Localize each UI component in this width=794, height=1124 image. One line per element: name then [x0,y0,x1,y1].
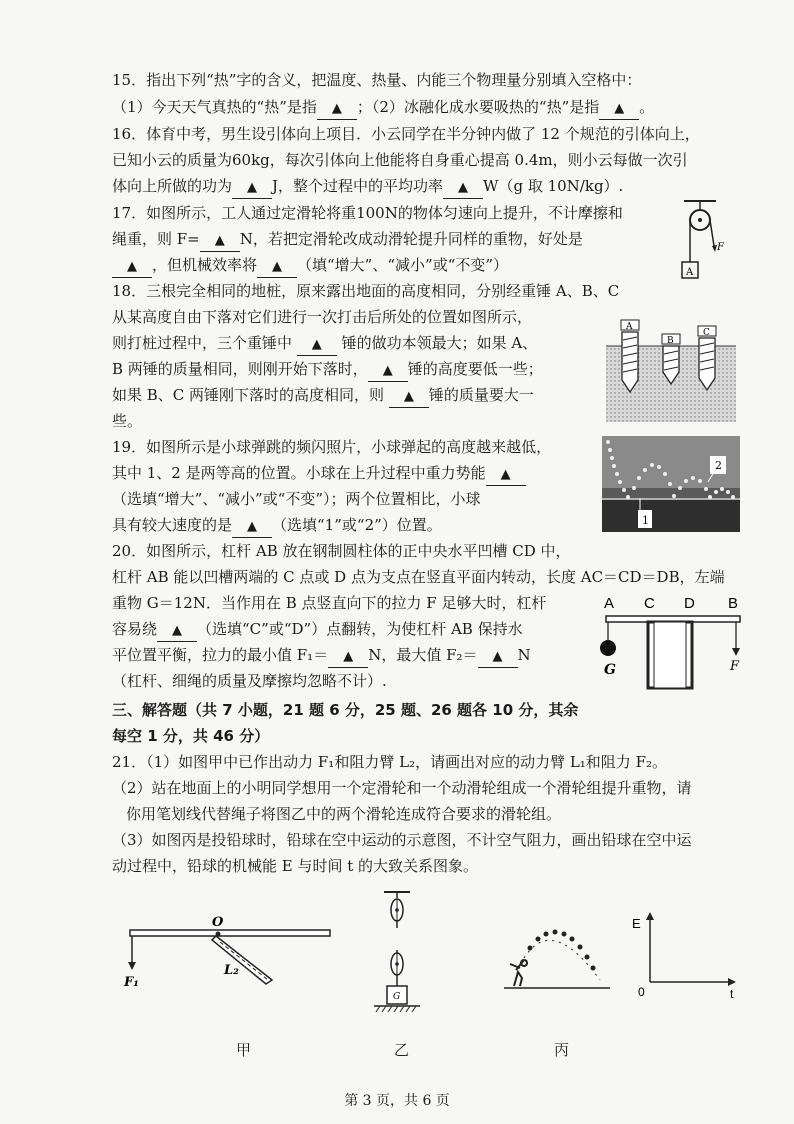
position-1-label: 1 [642,514,649,527]
q19-line3: （选填“增大”、“减小”或“不变”）；两个位置相比，小球 [112,490,481,508]
q19-line4: 具有较大速度的是 ▲ （选填“1”或“2”）位置。 [112,515,442,538]
q18-line2: 从某高度自由下落对它们进行一次打击后所处的位置如图所示， [112,308,533,326]
pivot-o-label: O [212,915,224,930]
graph-origin-label: 0 [638,985,645,999]
point-d-label: D [684,595,695,612]
q15-line1: 15．指出下列“热”字的含义，把温度、热量、内能三个物理量分别填入空格中： [112,71,642,89]
q21-line3: 你用笔划线代替绳子将图乙中的两个滑轮连成符合要求的滑轮组。 [126,805,562,823]
q18-line6: 些。 [112,412,143,430]
weight-g-label: G [393,992,401,1002]
answer-blank[interactable]: ▲ [389,385,429,408]
force-f1-label: F₁ [124,975,139,990]
lever-cylinder-figure [598,590,748,692]
q17-line1: 17．如图所示，工人通过定滑轮将重100N的物体匀速向上提升，不计摩擦和 [112,204,623,222]
q21-line2: （2）站在地面上的小明同学想用一个定滑轮和一个动滑轮组成一个滑轮组提升重物，请 [112,779,692,797]
q17-line2: 绳重，则 F= ▲ N，若把定滑轮改成动滑轮提升同样的重物，好处是 [112,229,583,252]
answer-blank[interactable]: ▲ [200,229,240,252]
q16-line3: 体向上所做的功为 ▲ J，整个过程中的平均功率 ▲ W（g 取 10N/kg）. [112,176,623,199]
graph-t-label: t [730,987,734,1001]
figure-bing-shotput [500,920,620,1000]
bouncing-ball-photo [602,436,740,532]
answer-blank[interactable]: ▲ [112,255,152,278]
q18-line1: 18．三根完全相同的地桩，原来露出地面的高度相同，分别经重锤 A、B、C [112,282,620,300]
answer-blank[interactable]: ▲ [478,645,518,668]
force-f-label: F [717,242,724,253]
q20-line1: 20．如图所示，杠杆 AB 放在钢制圆柱体的正中央水平凹槽 CD 中， [112,542,571,560]
answer-blank[interactable]: ▲ [232,515,272,538]
q20-line4: 容易绕 ▲ （选填“C”或“D”）点翻转，为使杠杆 AB 保持水 [112,619,523,642]
figure-jia-lever [120,912,340,992]
q16-line1: 16．体育中考，男生设引体向上项目．小云同学在半分钟内做了 12 个规范的引体向上， [112,125,700,143]
fixed-pulley-figure [676,198,736,284]
section-3-heading-line1: 三、解答题（共 7 小题，21 题 6 分，25 题、26 题各 10 分，其余 [112,701,579,719]
q18-line3: 则打桩过程中，三个重锤中 ▲ 锤的做功本领最大；如果 A、 [112,333,537,356]
answer-blank[interactable]: ▲ [232,176,272,199]
block-a-label: A [686,267,694,278]
q20-line6: （杠杆、细绳的质量及摩擦均忽略不计）. [112,672,387,690]
answer-blank[interactable]: ▲ [297,333,337,356]
q16-line2: 已知小云的质量为60kg，每次引体向上他能将自身重心提高 0.4m，则小云每做一次引 [112,151,688,169]
energy-time-graph [630,910,740,1002]
q19-line2: 其中 1、2 是两等高的位置。小球在上升过程中重力势能 ▲ [112,463,526,486]
force-f-label: F [730,659,740,674]
arm-l2-label: L₂ [224,963,239,978]
q21-line1: 21．（1）如图甲中已作出动力 F₁和阻力臂 L₂，请画出对应的动力臂 L₁和阻力 F₂。 [112,753,667,771]
q17-line3: ▲ ，但机械效率将 ▲ （填“增大”、“减小”或“不变”） [112,255,508,278]
figure-yi-pulleys [372,890,422,1022]
q20-line2: 杠杆 AB 能以凹槽两端的 C 点或 D 点为支点在竖直平面内转动，长度 AC＝CD＝DB，左端 [112,568,725,586]
answer-blank[interactable]: ▲ [317,97,357,120]
q18-line5: 如果 B、C 两锤刚下落时的高度相同，则 ▲ 锤的质量要大一 [112,385,534,408]
q15-line2: （1）今天天气真热的“热”是指 ▲ ；（2）冰融化成水要吸热的“热”是指 ▲ 。 [112,97,654,120]
answer-blank[interactable]: ▲ [599,97,639,120]
answer-blank[interactable]: ▲ [368,359,408,382]
caption-bing: 丙 [554,1041,570,1059]
graph-e-label: E [632,916,641,931]
q20-line3: 重物 G＝12N．当作用在 B 点竖直向下的拉力 F 足够大时，杠杆 [112,594,547,612]
page-footer: 第 3 页，共 6 页 [344,1093,450,1109]
q21-line4: （3）如图丙是投铅球时，铅球在空中运动的示意图，不计空气阻力，画出铅球在空中运 [112,831,692,849]
point-c-label: C [644,595,655,612]
point-a-label: A [604,595,615,612]
answer-blank[interactable]: ▲ [443,176,483,199]
answer-blank[interactable]: ▲ [257,255,297,278]
answer-blank[interactable]: ▲ [328,645,368,668]
caption-yi: 乙 [394,1041,410,1059]
answer-blank[interactable]: ▲ [157,619,197,642]
q18-line4: B 两锤的质量相同，则刚开始下落时， ▲ 锤的高度要低一些； [112,359,543,382]
hammer-b-label: B [667,336,674,346]
hammer-a-label: A [626,322,633,332]
q21-line5: 动过程中，铅球的机械能 E 与时间 t 的大致关系图象。 [112,857,479,875]
position-2-label: 2 [715,459,722,472]
caption-jia: 甲 [236,1041,252,1059]
q20-line5: 平位置平衡，拉力的最小值 F₁＝ ▲ N，最大值 F₂＝ ▲ N [112,645,531,668]
pile-driving-figure [606,312,736,422]
hammer-c-label: C [703,328,710,338]
point-b-label: B [728,595,739,612]
section-3-heading-line2: 每空 1 分，共 46 分） [112,727,270,745]
answer-blank[interactable]: ▲ [486,463,526,486]
q19-line1: 19．如图所示是小球弹跳的频闪照片，小球弹起的高度越来越低， [112,438,552,456]
weight-g-label: G [604,662,616,678]
